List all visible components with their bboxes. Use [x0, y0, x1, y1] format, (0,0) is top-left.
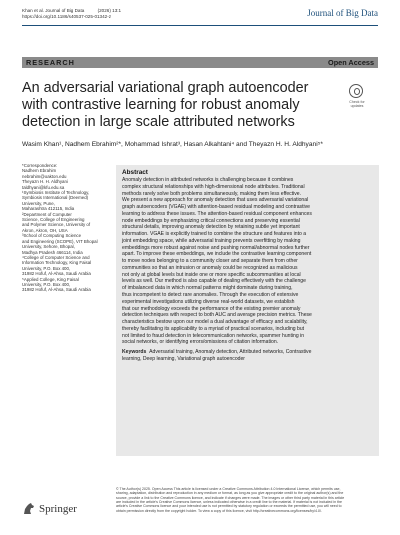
affiliation-line[interactable]: taldhyani@kfu.edu.sa [22, 184, 65, 190]
citation-header [22, 8, 121, 20]
keywords-line-2: learning, Deep learning, Variational graph autoencoder [122, 355, 245, 362]
abstract-line: graph autoencoders (VGAE) with attention-based residual modeling and contrastive [122, 204, 311, 211]
abstract-line: communities so that an intrusion or anomaly could be recognized as malicious [122, 264, 298, 271]
affiliation-line: 31982 Hofuf, Al-Ahsa, Saudi Arabia [22, 271, 91, 277]
keywords-heading: Keywords [122, 349, 147, 356]
affiliations [22, 163, 112, 293]
abstract-line: complex structural relationships with high-dimensional node attributes. Traditional [122, 183, 305, 190]
abstract-line: social networks, or identifying errors/omissions of citation information. [122, 339, 279, 346]
abstract-line: characteristics bestow upon our model a dual advantage of efficacy and scalability, [122, 319, 308, 326]
abstract-body [122, 177, 373, 346]
affiliation-line: Madhya Pradesh 466114, India [22, 249, 83, 255]
license-line: are included in the article's Creative Commons licence, unless indicated otherwise in a credit line to the material. If material is not included in the [116, 500, 343, 505]
affiliation-line: Maharashtra 412115, India [22, 206, 75, 212]
affiliation-line: ²Department of Computer [22, 211, 72, 217]
affiliation-line: ³School of Computing Science [22, 233, 82, 239]
affiliation-line: 31982 Hofuf, Al-Ahsa, Saudi Arabia [22, 287, 91, 293]
abstract-line: structural details, improving anomaly detection by retaining subtle yet important [122, 224, 300, 231]
affiliation-line: University, Pune, [22, 200, 55, 206]
author-list: Wasim Khan¹, Nadhem Ebrahim²*, Mohammad Ishrat³, Hasan Alkahtani⁴ and Theyazn H. H. Aldhyani⁵* [22, 141, 323, 148]
keywords [122, 349, 373, 363]
affiliation-line: ¹Symbiosis Institute of Technology, [22, 190, 90, 196]
open-access-label: Open Access [328, 58, 374, 67]
check-for-updates-icon[interactable] [349, 84, 363, 98]
abstract-line: Anomaly detection in attributed networks is challenging because it combines [122, 177, 294, 183]
abstract-line: not limited to fraud detection in telecommunication networks, spammer hunting in [122, 332, 305, 339]
license-line: sharing, adaptation, distribution and reproduction in any medium or format, as long as you give appropriate credit to the original author(s) and the [116, 491, 344, 496]
check-for-updates-label[interactable]: Check for updates [349, 100, 365, 108]
doi-link[interactable]: https://doi.org/10.1186/s40537-025-01342-z [22, 14, 112, 19]
citation-year: (2026) 13:1 [97, 8, 122, 13]
affiliation-line: University, P.O. Box 400, [22, 281, 71, 287]
abstract-line: not only at global levels but inside one or more specific subcommunities at local [122, 271, 301, 278]
affiliation-line: Theyazn H. H. Aldhyani [22, 179, 68, 185]
abstract-line: node embeddings by emphasizing critical connections and preserving essential [122, 217, 300, 224]
abstract-line: thus incompetent to detect rare anomalies. Through the execution of extensive [122, 292, 299, 299]
license-line: obtain permission directly from the copyright holder. To view a copy of this licence, visit http://creativecommons.org/licenses/by/4.0/. [116, 508, 322, 513]
paper-title: An adversarial variational graph autoencoder with contrastive learning for robust anomaly detection in large scale attributed networks [22, 80, 309, 131]
license-line: source, provide a link to the Creative Commons licence, and indicate if changes were made. The images or other third party material in this article [116, 495, 345, 500]
affiliation-line: Symbiosis International (Deemed) [22, 195, 89, 201]
abstract-line: to move nodes belonging to a community closer and separate them from other [122, 258, 298, 265]
affiliation-line: ⁵Applied College, King Faisal [22, 276, 79, 282]
journal-name: Journal of Big Data [307, 8, 378, 18]
abstract-line: of imbalanced data in which normal patterns might dominate during training, [122, 285, 293, 292]
section-label: RESEARCH [26, 58, 75, 67]
license-line: © The Author(s) 2025. Open Access This article is licensed under a Creative Commons Attribution 4.0 International License, which permits use, [116, 487, 341, 491]
abstract-line: information. VGAE is explicitly trained to combine the structure and features into a [122, 231, 307, 238]
abstract-heading: Abstract [122, 169, 148, 176]
abstract-line: thereby facilitating its applicability to a myriad of practical scenarios, including but [122, 325, 305, 332]
affiliation-line: and Polymer Science, University of [22, 222, 91, 228]
abstract-line: embeddings more robust against noise and pushing normal/abnormal nodes further [122, 244, 310, 251]
affiliation-line: University, Sehore, Bhopal, [22, 244, 75, 250]
affiliation-line: ⁴College of Computer Science and [22, 254, 90, 260]
citation-text: Khan et al. Journal of Big Data [22, 8, 85, 13]
abstract-line: joint embedding space, while adversarial training prevents overfitting by making [122, 237, 301, 244]
abstract-line: learning to address these issues. The attention-based residual component enhances [122, 210, 312, 217]
affiliation-line: Akron, Akron, OH, USA [22, 227, 68, 233]
abstract-line: apart. To improve these embeddings, we include the contrastive learning component [122, 251, 312, 258]
header-divider [22, 25, 378, 26]
affiliation-line: and Engineering (SCOPE), VIT Bhopal [22, 238, 98, 244]
abstract-panel [116, 165, 379, 456]
keywords-line-1: Adversarial training, Anomaly detection, Attributed networks, Contrastive [149, 349, 312, 356]
affiliation-line: Science, College of Engineering [22, 217, 85, 223]
publisher-logo [22, 502, 77, 515]
publisher-name: Springer [39, 502, 77, 515]
affiliation-line: *Correspondence: [22, 163, 58, 168]
license-footer [116, 487, 382, 513]
affiliation-line: Nadhem Ebrahim [22, 168, 57, 174]
abstract-line: levels as well. Our method is also capable of dealing effectively with the challenge [122, 278, 306, 285]
abstract-line: methods rarely solve both problems simultaneously, making them less effective. [122, 190, 302, 197]
abstract-line: detection techniques with respect to both AUC and average precision metrics. These [122, 312, 312, 319]
springer-horse-icon [22, 502, 36, 515]
affiliation-line: University, P.O. Box 400, [22, 265, 71, 271]
section-bar [22, 57, 378, 68]
affiliation-line[interactable]: nebrahim@oakton.edu [22, 173, 67, 179]
abstract-line: experimental investigations utilizing diverse real-world datasets, we establish [122, 298, 295, 305]
license-line: article's Creative Commons licence and your intended use is not permitted by statutory regulation or exceeds the permitted use, you will need to [116, 504, 342, 509]
affiliation-line: Information Technology, King Faisal [22, 260, 92, 266]
abstract-line: that our methodology exceeds the performance of the existing premier anomaly [122, 305, 301, 312]
abstract-line: We present a new approach for anomaly detection that uses adversarial variational [122, 197, 309, 204]
